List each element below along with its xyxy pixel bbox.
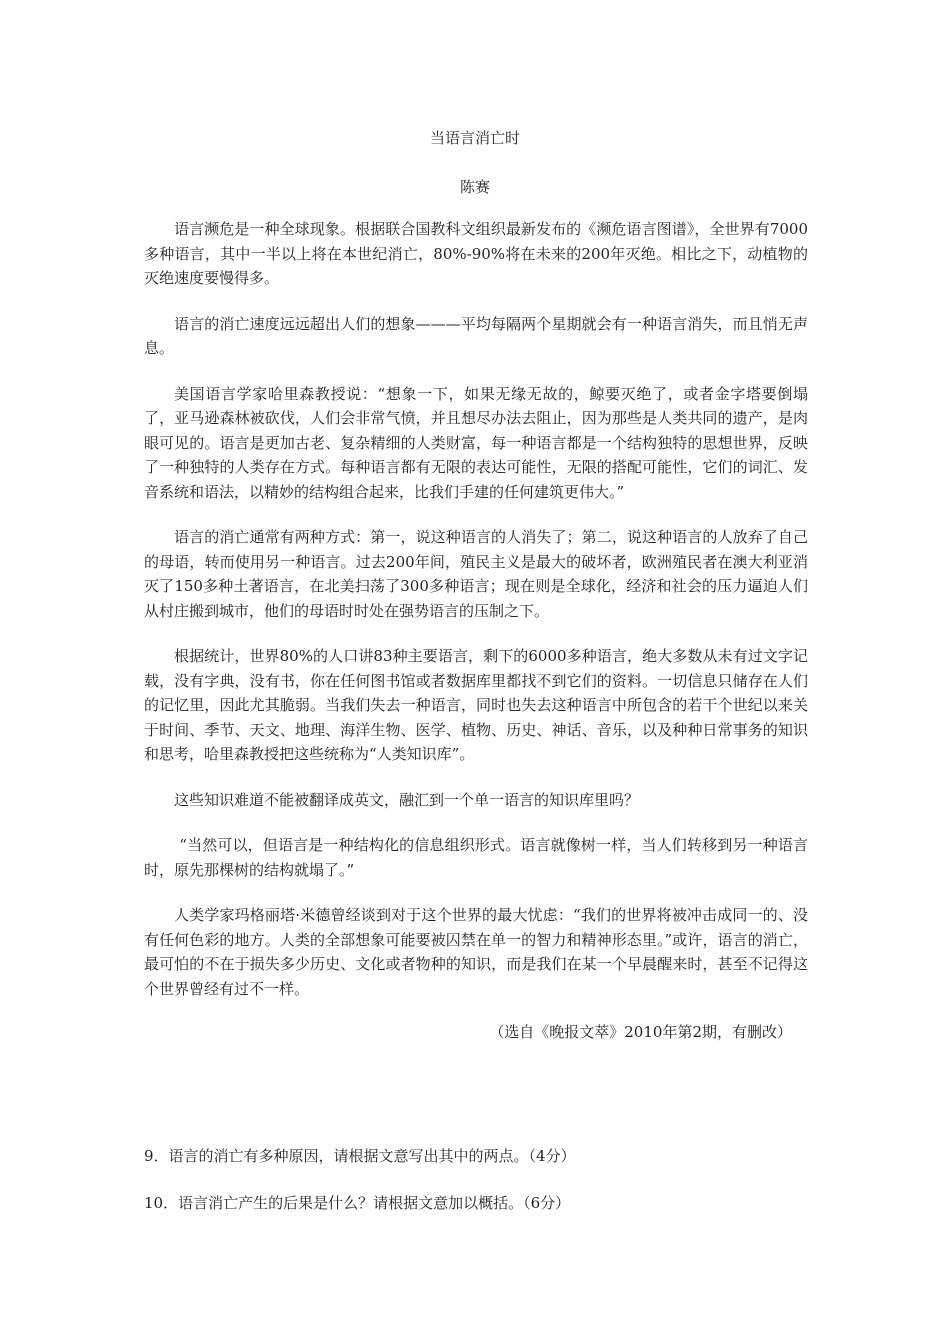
article-author: 陈赛	[459, 178, 490, 196]
article-title: 当语言消亡时	[429, 129, 520, 147]
question-10: 10．语言消亡产生的后果是什么？请根据文意加以概括。（6分）	[144, 1194, 571, 1212]
article-body	[144, 217, 808, 1042]
paragraph-2: 语言的消亡速度远远超出人们的想象———平均每隔两个星期就会有一种语言消失，而且悄无声息。	[144, 314, 808, 357]
paragraph-5: 根据统计，世界80%的人口讲83种主要语言，剩下的6000多种语言，绝大多数从未有过文字记载，没有字典，没有书，你在任何图书馆或者数据库里都找不到它们的资料。一切信息只储存在人们的记忆里，因此尤其脆弱。当我们失去一种语言，同时也失去这种语言中所包含的若干个世纪以来关于时间、季节、天文、地理、海洋生物、医学、植物、历史、神话、音乐，以及种种日常事务的知识和思考，哈里森教授把这些统称为“人类知识库”。	[144, 647, 808, 763]
source-citation: （选自《晚报文萃》2010年第2期，有删改）	[489, 1023, 792, 1041]
paragraph-3: 美国语言学家哈里森教授说：“想象一下，如果无缘无故的，鲸要灭绝了，或者金字塔要倒塌了，亚马逊森林被砍伐，人们会非常气愤，并且想尽办法去阻止，因为那些是人类共同的遗产，是肉眼可见的。语言是更加古老、复杂精细的人类财富，每一种语言都是一个结构独特的思想世界，反映了一种独特的人类存在方式。每种语言都有无限的表达可能性，无限的搭配可能性，它们的词汇、发音系统和语法，以精妙的结构组合起来，比我们手建的任何建筑更伟大。”	[144, 384, 808, 501]
paragraph-4: 语言的消亡通常有两种方式：第一，说这种语言的人消失了；第二，说这种语言的人放弃了自己的母语，转而使用另一种语言。过去200年间，殖民主义是最大的破坏者，欧洲殖民者在澳大利亚消灭了150多种土著语言，在北美扫荡了300多种语言；现在则是全球化，经济和社会的压力逼迫人们从村庄搬到城市，他们的母语时时处在强势语言的压制之下。	[144, 528, 808, 620]
paragraph-8: 人类学家玛格丽塔·米德曾经谈到对于这个世界的最大忧虑：“我们的世界将被冲击成同一的、没有任何色彩的地方。人类的全部想象可能要被囚禁在单一的智力和精神形态里。”或许，语言的消亡，最可怕的不在于损失多少历史、文化或者物种的知识，而是我们在某一个早晨醒来时，甚至不记得这个世界曾经有过不一样。	[144, 906, 808, 998]
question-9: 9．语言的消亡有多种原因，请根据文意写出其中的两点。（4分）	[144, 1147, 576, 1165]
paragraph-6: 这些知识难道不能被翻译成英文，融汇到一个单一语言的知识库里吗？	[174, 790, 640, 809]
paragraph-1: 语言濒危是一种全球现象。根据联合国教科文组织最新发布的《濒危语言图谱》，全世界有7000多种语言，其中一半以上将在本世纪消亡，80%-90%将在未来的200年灭绝。相比之下，动植物的灭绝速度要慢得多。	[144, 220, 808, 287]
paragraph-7: “当然可以，但语言是一种结构化的信息组织形式。语言就像树一样，当人们转移到另一种语言时，原先那棵树的结构就塌了。”	[144, 836, 808, 879]
